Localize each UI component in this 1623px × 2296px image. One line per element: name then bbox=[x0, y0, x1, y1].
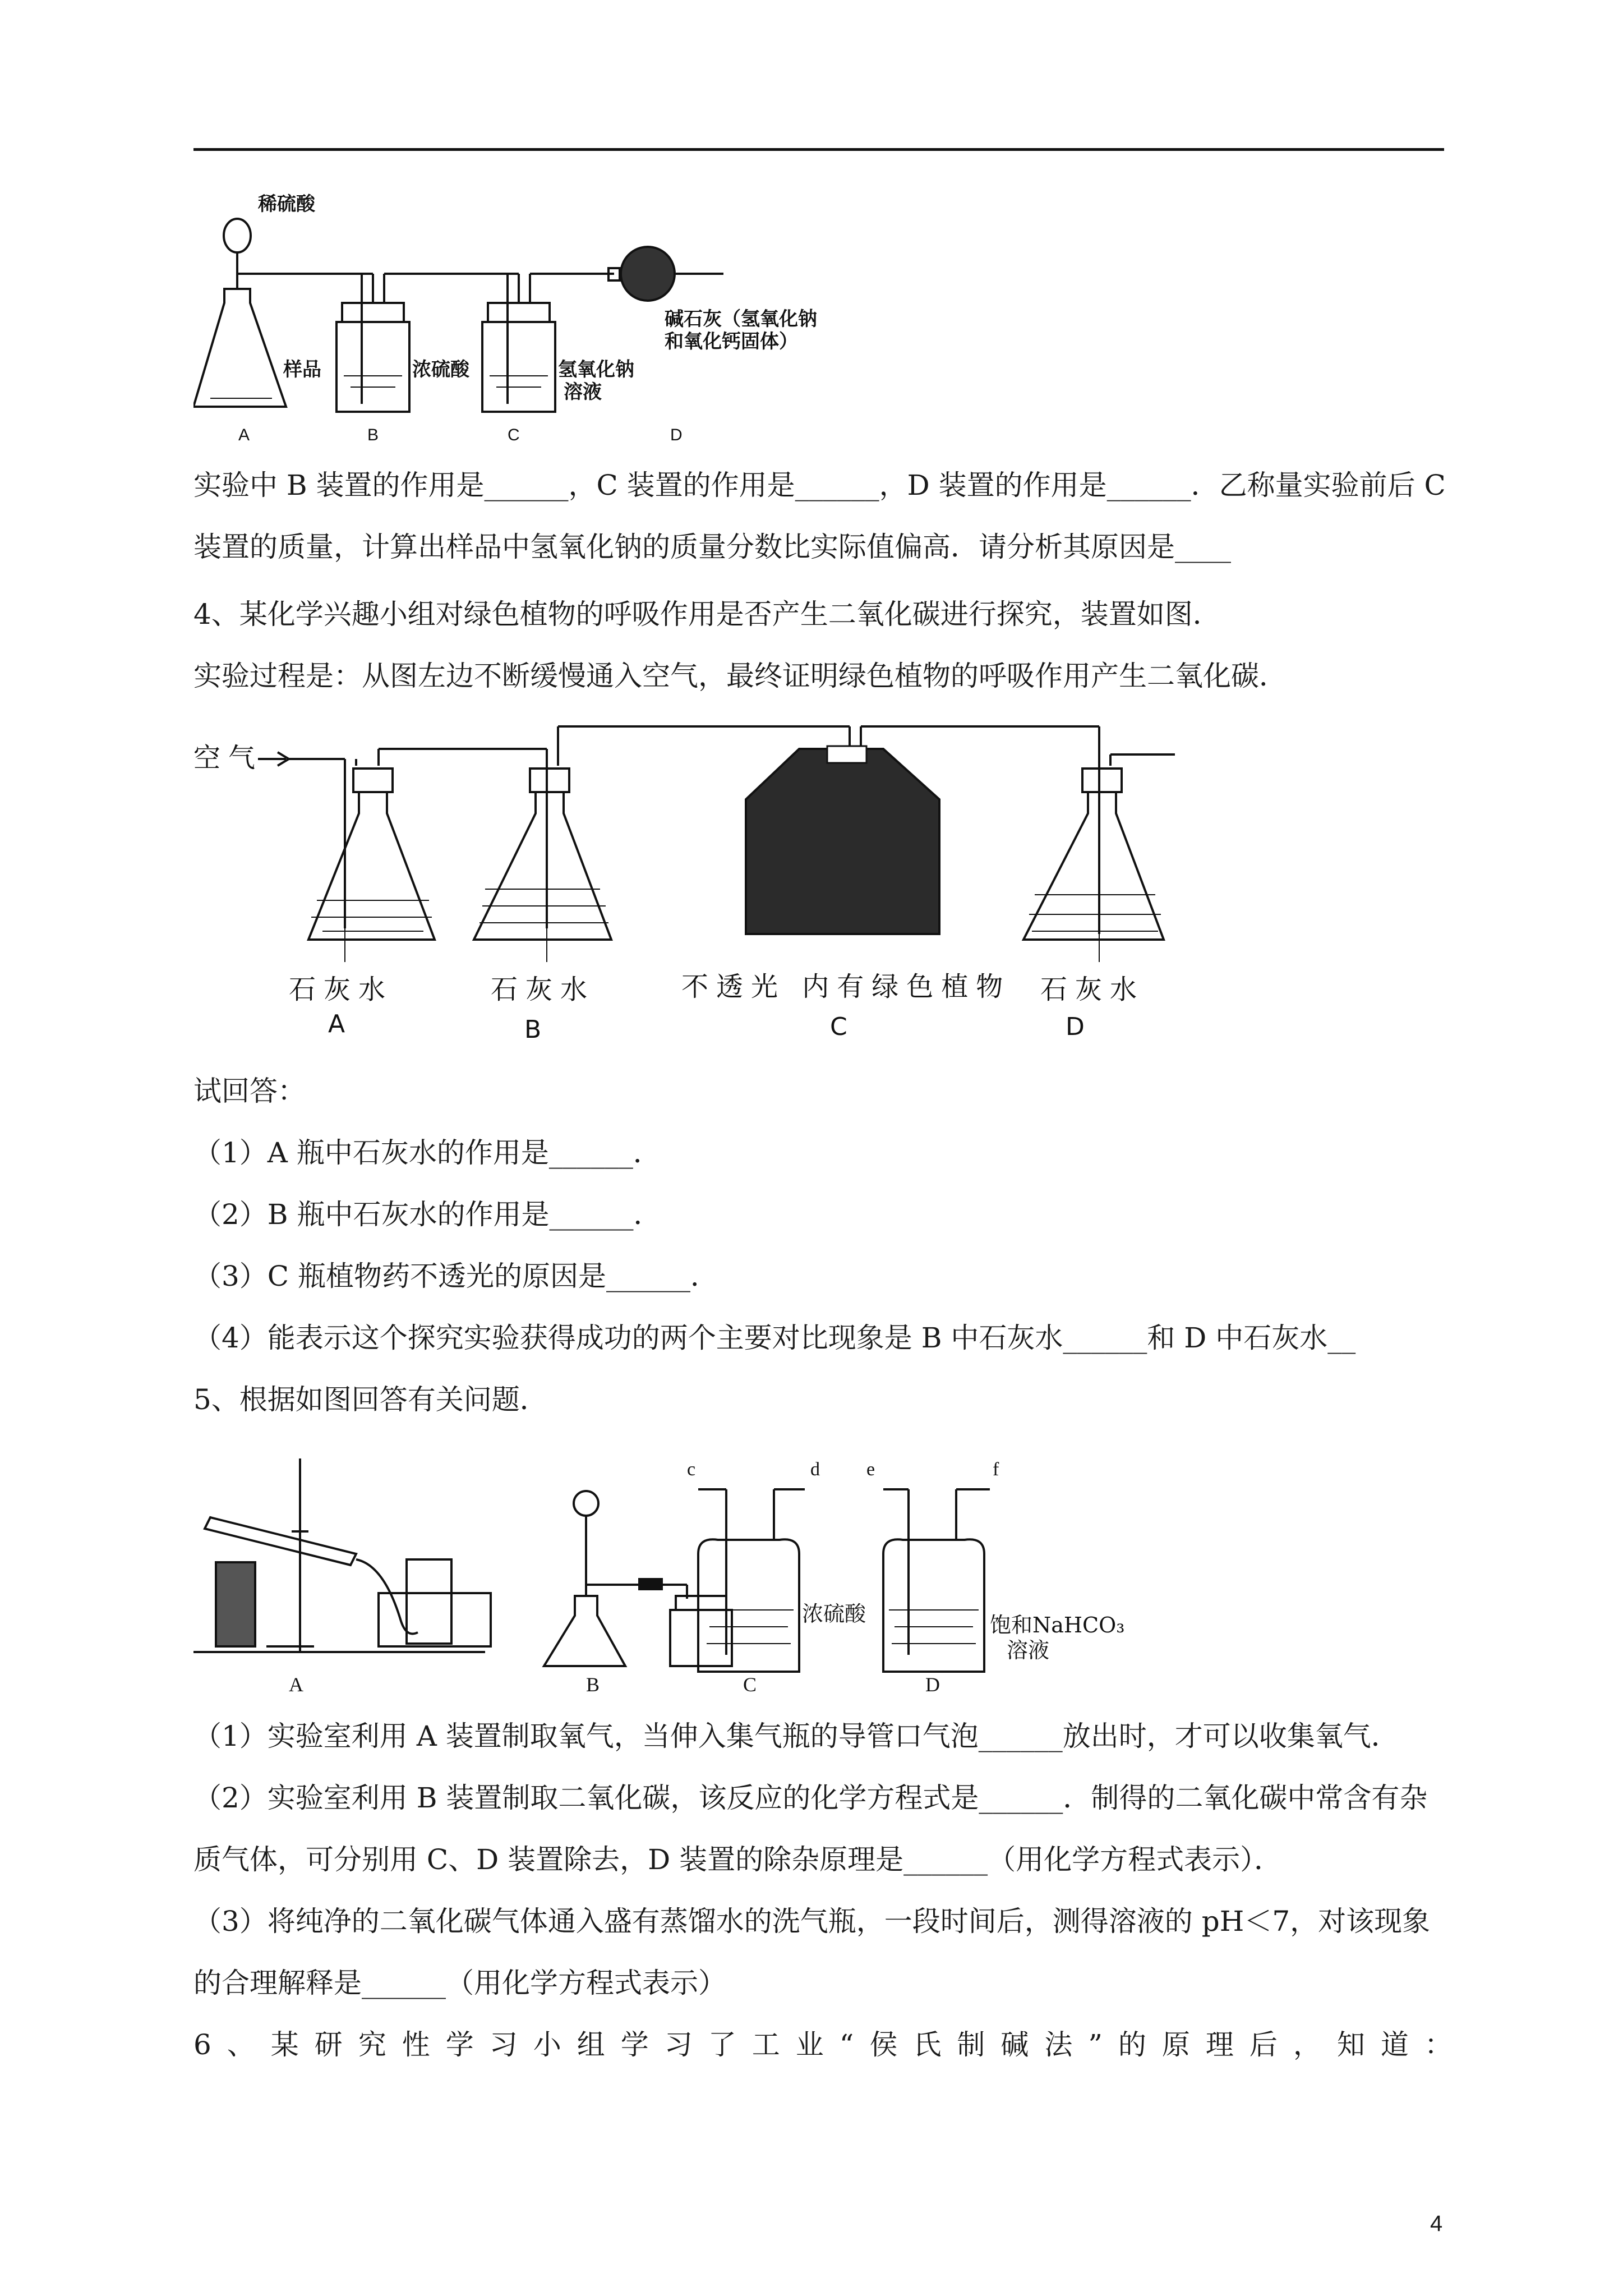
page-number: 4 bbox=[1430, 2211, 1443, 2236]
label-dilute-sulfuric-acid: 稀硫酸 bbox=[258, 193, 315, 215]
q5-item-3: 质气体，可分别用 C、D 装置除去，D 装置的除杂原理是______（用化学方程式表示）． bbox=[193, 1843, 1283, 1876]
label-c: C bbox=[743, 1673, 757, 1696]
label-lime-water-b: 石灰水 bbox=[491, 974, 596, 1005]
label-a: A bbox=[328, 1010, 345, 1038]
label-naoh-1: 氢氧化钠 bbox=[558, 358, 634, 381]
label-conc-sulfuric-acid: 浓硫酸 bbox=[802, 1602, 866, 1626]
label-nahco3-1: 饱和NaHCO₃ bbox=[990, 1613, 1125, 1637]
q5-item-5: 的合理解释是______（用化学方程式表示） bbox=[193, 1967, 726, 1999]
label-a: A bbox=[238, 426, 250, 444]
label-soda-lime-2: 和氧化钙固体） bbox=[665, 330, 798, 353]
q4-item-1: （1）A 瓶中石灰水的作用是______． bbox=[193, 1137, 661, 1169]
label-air: 空气 bbox=[193, 742, 264, 774]
q5-item-1: （1）实验室利用 A 装置制取氧气，当伸入集气瓶的导管口气泡______放出时，才可以收集氧气． bbox=[193, 1720, 1399, 1752]
q3-line2: 装置的质量，计算出样品中氢氧化钠的质量分数比实际值偏高．请分析其原因是____ bbox=[193, 531, 1231, 563]
figure-respiration-apparatus bbox=[193, 715, 1203, 1052]
label-soda-lime-1: 碱石灰（氢氧化钠 bbox=[665, 308, 817, 330]
label-c-port: c bbox=[687, 1459, 696, 1480]
q4-prompt: 试回答： bbox=[193, 1075, 306, 1107]
label-d: D bbox=[925, 1673, 940, 1696]
figure-apparatus-abcd bbox=[193, 191, 895, 454]
q3-line1: 实验中 B 装置的作用是______，C 装置的作用是______，D 装置的作用是______．乙称量实验前后 C bbox=[193, 469, 1446, 501]
header-rule bbox=[193, 148, 1444, 151]
label-d-port: d bbox=[810, 1459, 820, 1480]
label-naoh-2: 溶液 bbox=[564, 381, 602, 403]
label-nahco3-2: 溶液 bbox=[1007, 1638, 1050, 1663]
label-sample: 样品 bbox=[283, 358, 321, 381]
label-c: C bbox=[508, 426, 520, 444]
q5-item-2: （2）实验室利用 B 装置制取二氧化碳，该反应的化学方程式是______．制得的二氧化碳中常含有杂 bbox=[193, 1782, 1428, 1814]
label-lime-water-a: 石灰水 bbox=[289, 974, 394, 1005]
q5-item-4: （3）将纯净的二氧化碳气体通入盛有蒸馏水的洗气瓶，一段时间后，测得溶液的 pH＜7，对该现象 bbox=[193, 1905, 1431, 1938]
label-f-port: f bbox=[993, 1459, 999, 1480]
label-d: D bbox=[670, 426, 683, 444]
label-opaque-plants: 不透光 内有绿色植物 bbox=[681, 971, 1011, 1002]
q6-line1: 6、某研究性学习小组学习了工业“侯氏制碱法”的原理后，知道： bbox=[193, 2028, 1468, 2061]
label-a: A bbox=[289, 1673, 303, 1696]
label-b: B bbox=[367, 426, 379, 444]
q5-title: 5、根据如图回答有关问题． bbox=[193, 1383, 548, 1416]
label-c: C bbox=[830, 1013, 847, 1041]
label-e-port: e bbox=[866, 1459, 875, 1480]
q4-process: 实验过程是：从图左边不断缓慢通入空气，最终证明绿色植物的呼吸作用产生二氧化碳． bbox=[193, 660, 1287, 692]
label-d: D bbox=[1066, 1013, 1085, 1041]
label-b: B bbox=[586, 1673, 600, 1696]
q4-item-4: （4）能表示这个探究实验获得成功的两个主要对比现象是 B 中石灰水______和 D 中石灰水__ bbox=[193, 1322, 1356, 1354]
q4-item-2: （2）B 瓶中石灰水的作用是______． bbox=[193, 1198, 662, 1231]
label-conc-sulfuric-acid: 浓硫酸 bbox=[412, 358, 469, 381]
q4-title: 4、某化学兴趣小组对绿色植物的呼吸作用是否产生二氧化碳进行探究，装置如图． bbox=[193, 598, 1221, 631]
q4-item-3: （3）C 瓶植物药不透光的原因是______． bbox=[193, 1260, 718, 1292]
label-lime-water-d: 石灰水 bbox=[1040, 974, 1145, 1005]
figure-gas-apparatus bbox=[193, 1453, 1147, 1705]
label-b: B bbox=[524, 1015, 542, 1044]
